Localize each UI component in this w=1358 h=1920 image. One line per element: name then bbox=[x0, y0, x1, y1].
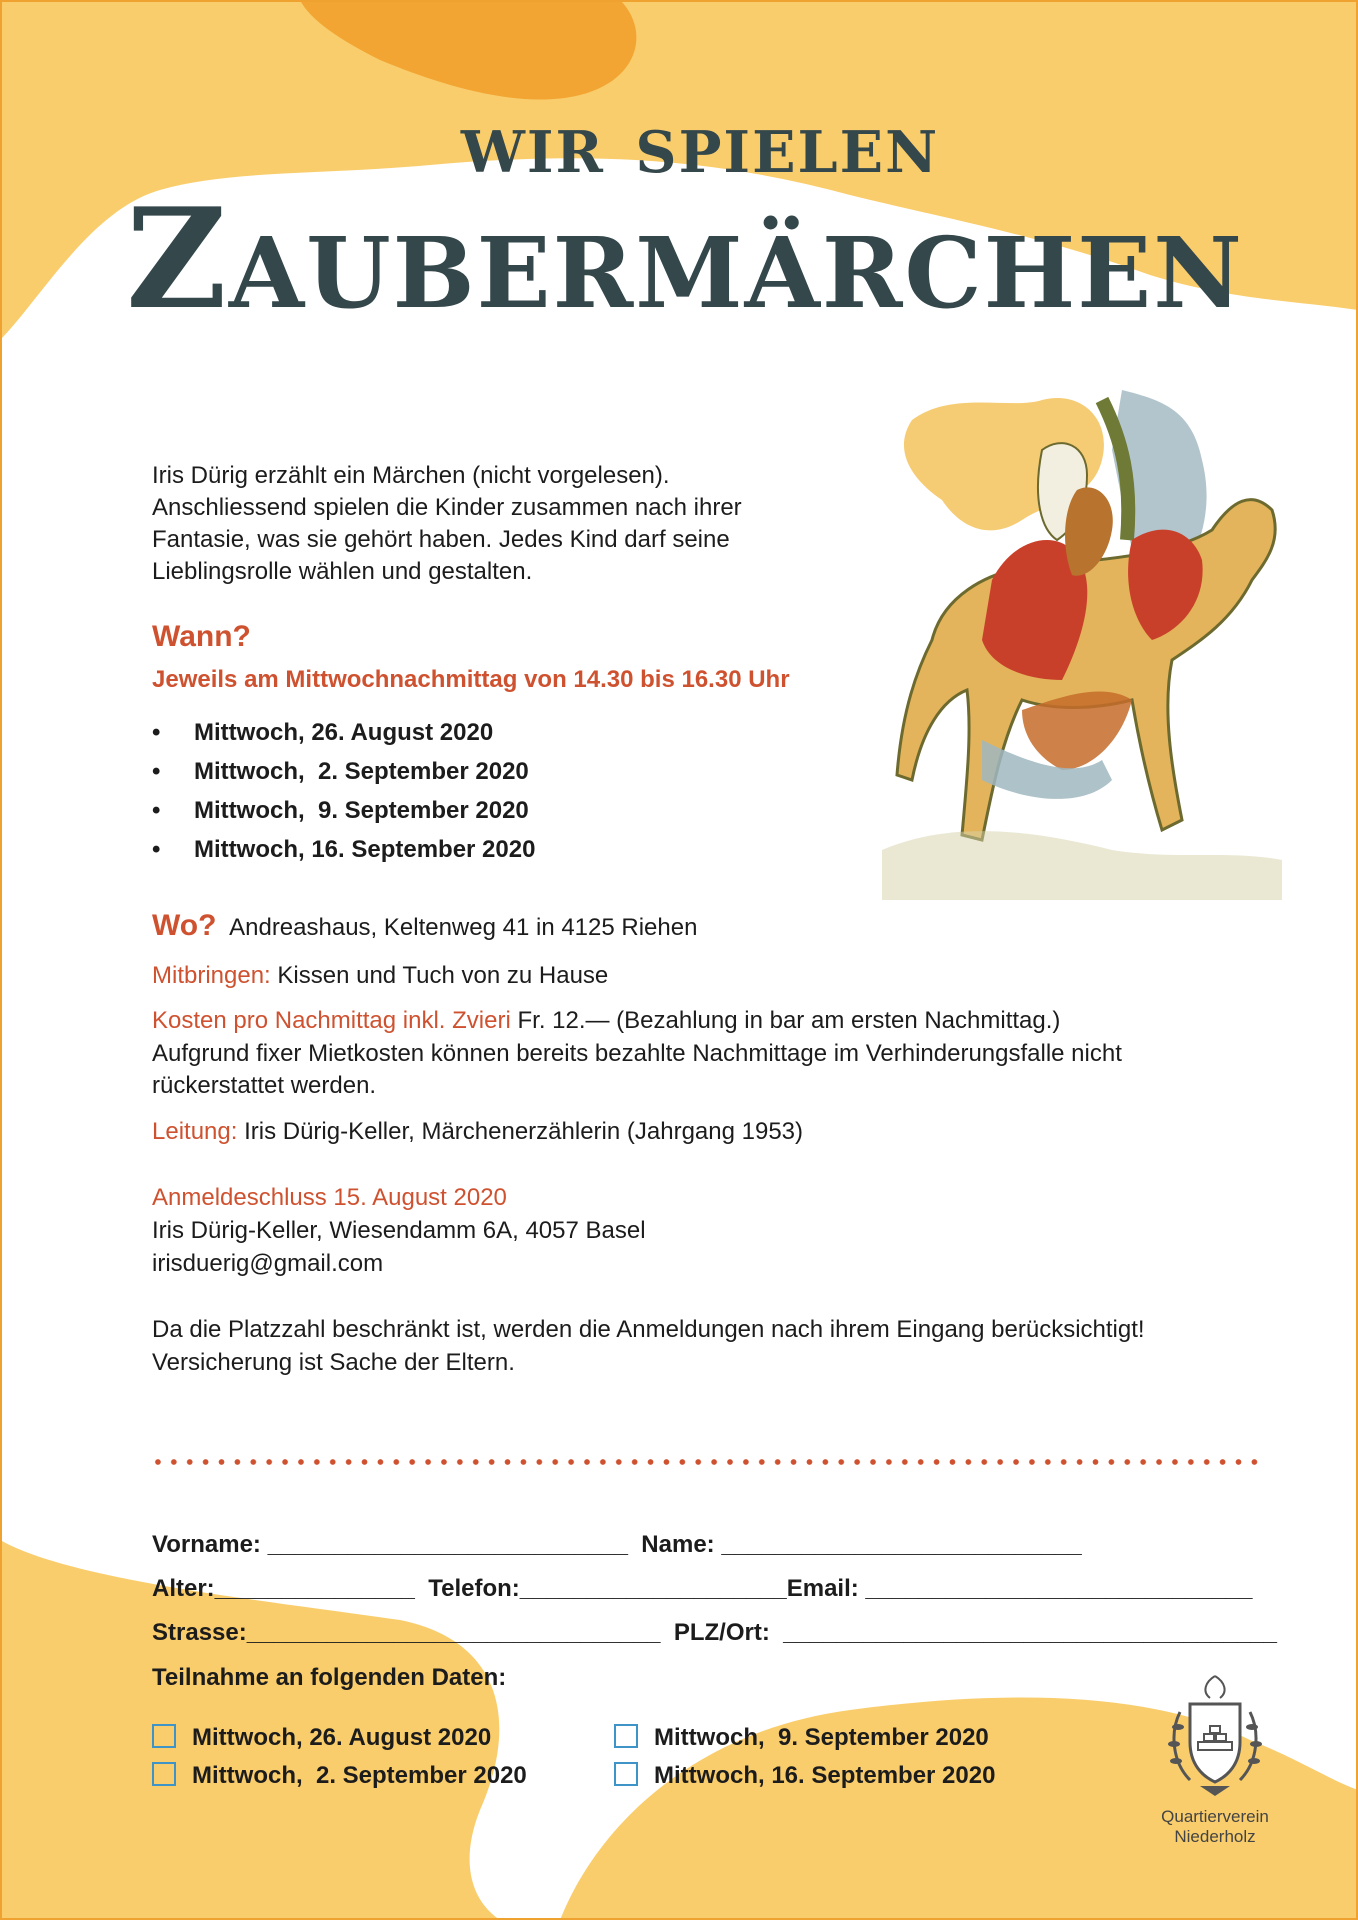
anmeldung-email[interactable]: irisduerig@gmail.com bbox=[152, 1250, 384, 1277]
anmeldung-address: Iris Dürig-Keller, Wiesendamm 6A, 4057 Basel bbox=[152, 1217, 646, 1244]
title-line-1: wir spielen bbox=[460, 96, 940, 192]
checkbox-label: Mittwoch, 16. September 2020 bbox=[654, 1762, 996, 1789]
checkbox-icon[interactable] bbox=[152, 1724, 176, 1748]
wo-heading: Wo? bbox=[152, 909, 217, 942]
date-item bbox=[152, 713, 535, 752]
checkbox-icon[interactable] bbox=[614, 1724, 638, 1748]
checkbox-date-1[interactable] bbox=[152, 1724, 491, 1752]
intro-line: Iris Dürig erzählt ein Märchen (nicht vorgelesen). bbox=[152, 462, 670, 489]
date-item bbox=[152, 830, 535, 869]
title-line-2: Zaubermärchen bbox=[126, 177, 1244, 340]
date-list bbox=[152, 713, 535, 869]
leitung-label: Leitung: bbox=[152, 1118, 238, 1145]
intro-text bbox=[152, 460, 832, 588]
intro-line: Anschliessend spielen die Kinder zusammen nach ihrer bbox=[152, 494, 742, 521]
horse-riders-illustration bbox=[872, 380, 1292, 920]
note-versicherung: Versicherung ist Sache der Eltern. bbox=[152, 1349, 515, 1376]
logo-text-line-2: Niederholz bbox=[1174, 1827, 1256, 1846]
checkbox-date-3[interactable] bbox=[614, 1724, 989, 1752]
bullet-icon: • bbox=[152, 836, 161, 863]
logo-text-line-1: Quartierverein bbox=[1161, 1807, 1269, 1826]
form-row-contact[interactable]: Alter:_______________ Telefon:____________________Email: _____________________________ bbox=[152, 1575, 1253, 1602]
cut-line-divider bbox=[150, 1457, 1262, 1467]
date-item bbox=[152, 791, 535, 830]
checkbox-date-2[interactable] bbox=[152, 1762, 527, 1790]
checkbox-label: Mittwoch, 9. September 2020 bbox=[654, 1724, 989, 1751]
checkbox-label: Mittwoch, 26. August 2020 bbox=[192, 1724, 492, 1751]
wo-text: Andreashaus, Keltenweg 41 in 4125 Riehen bbox=[229, 914, 698, 941]
form-row-name[interactable]: Vorname: ___________________________ Name: ___________________________ bbox=[152, 1531, 1082, 1558]
leitung-line bbox=[152, 1116, 803, 1148]
anmeldeschluss-heading: Anmeldeschluss 15. August 2020 bbox=[152, 1184, 507, 1211]
kosten-text: Fr. 12.— (Bezahlung in bar am ersten Nachmittag.) bbox=[517, 1007, 1061, 1034]
wann-subheading: Jeweils am Mittwochnachmittag von 14.30 bis 16.30 Uhr bbox=[152, 666, 790, 693]
form-row-address[interactable]: Strasse:_______________________________ PLZ/Ort: _____________________________________ bbox=[152, 1619, 1278, 1646]
date-text: Mittwoch, 2. September 2020 bbox=[194, 758, 529, 785]
bullet-icon: • bbox=[152, 758, 161, 785]
intro-line: Lieblingsrolle wählen und gestalten. bbox=[152, 558, 533, 585]
participation-label: Teilnahme an folgenden Daten: bbox=[152, 1664, 507, 1691]
crest-icon bbox=[1160, 1672, 1270, 1802]
intro-line: Fantasie, was sie gehört haben. Jedes Kind darf seine bbox=[152, 526, 730, 553]
date-text: Mittwoch, 26. August 2020 bbox=[194, 719, 494, 746]
checkbox-date-4[interactable] bbox=[614, 1762, 995, 1790]
quartierverein-logo bbox=[1150, 1672, 1280, 1847]
wann-heading: Wann? bbox=[152, 620, 251, 653]
checkbox-icon[interactable] bbox=[614, 1762, 638, 1786]
date-item bbox=[152, 752, 535, 791]
kosten-line bbox=[152, 1005, 1060, 1037]
checkbox-label: Mittwoch, 2. September 2020 bbox=[192, 1762, 527, 1789]
leitung-text: Iris Dürig-Keller, Märchenerzählerin (Jahrgang 1953) bbox=[244, 1118, 804, 1145]
date-text: Mittwoch, 9. September 2020 bbox=[194, 797, 529, 824]
kosten-label: Kosten pro Nachmittag inkl. Zvieri bbox=[152, 1007, 511, 1034]
kosten-line-2: Aufgrund fixer Mietkosten können bereits bezahlte Nachmittage im Verhinderungsfalle nicht bbox=[152, 1040, 1122, 1067]
bullet-icon: • bbox=[152, 719, 161, 746]
mitbringen-line bbox=[152, 960, 608, 992]
mitbringen-text: Kissen und Tuch von zu Hause bbox=[277, 962, 609, 989]
mitbringen-label: Mitbringen: bbox=[152, 962, 271, 989]
note-platzzahl: Da die Platzzahl beschränkt ist, werden die Anmeldungen nach ihrem Eingang berücksichtigt! bbox=[152, 1316, 1145, 1343]
kosten-line-3: rückerstattet werden. bbox=[152, 1072, 377, 1099]
checkbox-icon[interactable] bbox=[152, 1762, 176, 1786]
date-text: Mittwoch, 16. September 2020 bbox=[194, 836, 536, 863]
bullet-icon: • bbox=[152, 797, 161, 824]
wo-line bbox=[152, 910, 697, 944]
